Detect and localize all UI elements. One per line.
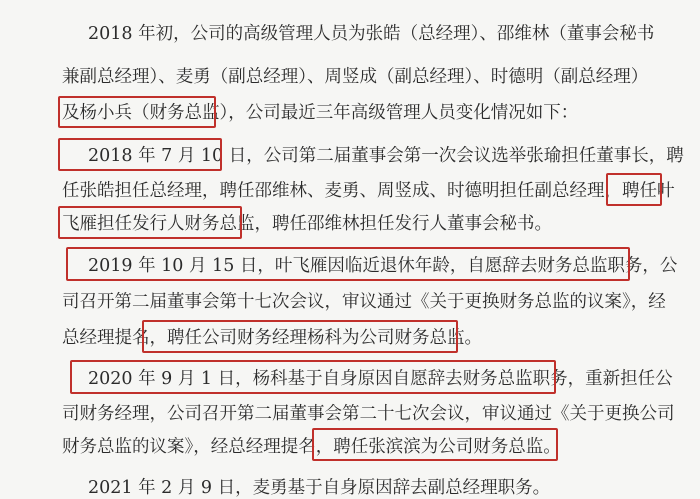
text-line: 兼副总经理）、麦勇（副总经理）、周竖成（副总经理）、时德明（副总经理） xyxy=(62,67,649,87)
text-line: 及杨小兵（财务总监），公司最近三年高级管理人员变化情况如下： xyxy=(62,103,579,123)
text-line: 财务总监的议案》，经总经理提名，聘任张滨滨为公司财务总监。 xyxy=(62,437,561,457)
text-line: 2018 年 7 月 10 日，公司第二届董事会第一次会议选举张瑜担任董事长，聘 xyxy=(88,146,684,166)
text-line: 总经理提名，聘任公司财务经理杨科为公司财务总监。 xyxy=(62,328,482,348)
text-line: 2018 年初，公司的高级管理人员为张皓（总经理）、邵维林（董事会秘书 xyxy=(88,24,655,44)
text-line: 2020 年 9 月 1 日，杨科基于自身原因自愿辞去财务总监职务，重新担任公 xyxy=(88,369,673,389)
text-line: 2021 年 2 月 9 日，麦勇基于自身原因辞去副总经理职务。 xyxy=(88,478,551,498)
text-line: 飞雁担任发行人财务总监，聘任邵维林担任发行人董事会秘书。 xyxy=(62,214,552,234)
text-line: 2019 年 10 月 15 日，叶飞雁因临近退休年龄，自愿辞去财务总监职务，公 xyxy=(88,256,678,276)
text-line: 司财务经理，公司召开第二届董事会第二十七次会议，审议通过《关于更换公司 xyxy=(62,404,675,424)
text-line: 司召开第二届董事会第十七次会议，审议通过《关于更换财务总监的议案》，经 xyxy=(62,292,666,312)
text-line: 任张皓担任总经理，聘任邵维林、麦勇、周竖成、时德明担任副总经理，聘任叶 xyxy=(62,181,675,201)
